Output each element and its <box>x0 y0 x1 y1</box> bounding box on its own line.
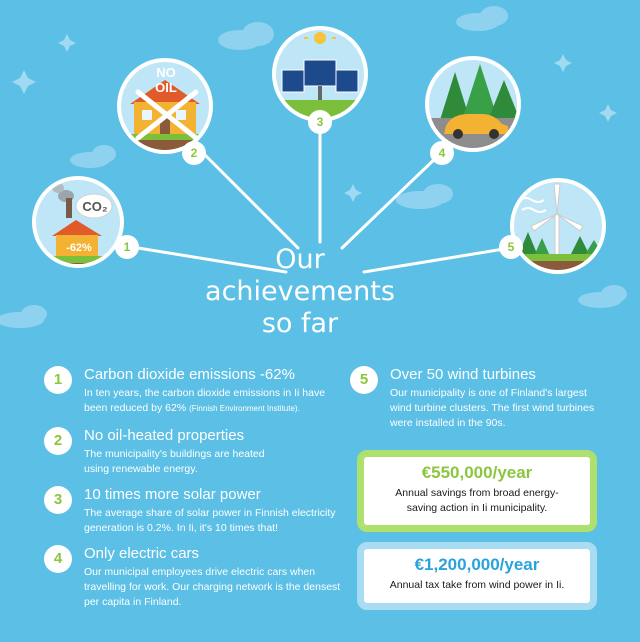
item-title: Only electric cars <box>84 545 200 562</box>
item-number: 1 <box>44 366 72 394</box>
item-title: No oil-heated properties <box>84 427 245 444</box>
item-number: 2 <box>44 427 72 455</box>
stat-box-tax <box>357 542 597 610</box>
title-line-3: so far <box>261 308 339 339</box>
circle-wind-turbine-illustration <box>507 178 606 275</box>
co2-label: CO₂ <box>82 199 108 214</box>
page-title <box>180 244 420 340</box>
circle-no-oil-illustration <box>117 58 213 154</box>
item-text: Our municipality is one of Finland's largest wind turbine clusters. The first wind turbines were installed in the 90s. <box>390 387 595 429</box>
marker-1: 1 <box>123 240 131 254</box>
circle-solar-illustration <box>272 26 368 124</box>
marker-4: 4 <box>438 146 446 160</box>
item-text: The average share of solar power in Finnish electricity generation is 0.2%. In Ii, it's 10 times that! <box>84 507 336 534</box>
stat-description: Annual savings from broad energy-saving action in Ii municipality. <box>395 487 559 514</box>
item-title: 10 times more solar power <box>84 486 261 503</box>
title-line-2: achievements <box>205 276 395 307</box>
marker-3: 3 <box>316 115 324 129</box>
item-text: The municipality's buildings are heated using renewable energy. <box>84 448 265 475</box>
circle-co2-illustration <box>30 175 126 273</box>
item-number: 3 <box>44 486 72 514</box>
item-number: 5 <box>350 366 378 394</box>
item-text: Our municipal employees drive electric cars when travelling for work. Our charging network is the densest per capita in Finland. <box>84 566 341 608</box>
item-source-note: (Finnish Environment Institute). <box>189 404 300 413</box>
item-title: Over 50 wind turbines <box>390 366 536 383</box>
reduction-badge: -62% <box>66 242 92 254</box>
marker-2: 2 <box>190 146 198 160</box>
stat-description: Annual tax take from wind power in Ii. <box>389 579 565 591</box>
no-oil-label-2: OIL <box>155 80 177 95</box>
item-title: Carbon dioxide emissions -62% <box>84 366 295 383</box>
no-oil-label-1: NO <box>156 65 176 80</box>
stat-box-savings <box>357 450 597 532</box>
stat-value: €1,200,000/year <box>414 555 540 574</box>
item-text: In ten years, the carbon dioxide emissions in Ii have been reduced by 62% (Finnish Environment Institute). <box>84 387 326 414</box>
marker-5: 5 <box>507 240 515 254</box>
stat-value: €550,000/year <box>421 463 533 482</box>
circle-electric-car-illustration <box>425 56 521 152</box>
title-line-1: Our <box>275 244 325 275</box>
item-number: 4 <box>44 545 72 573</box>
